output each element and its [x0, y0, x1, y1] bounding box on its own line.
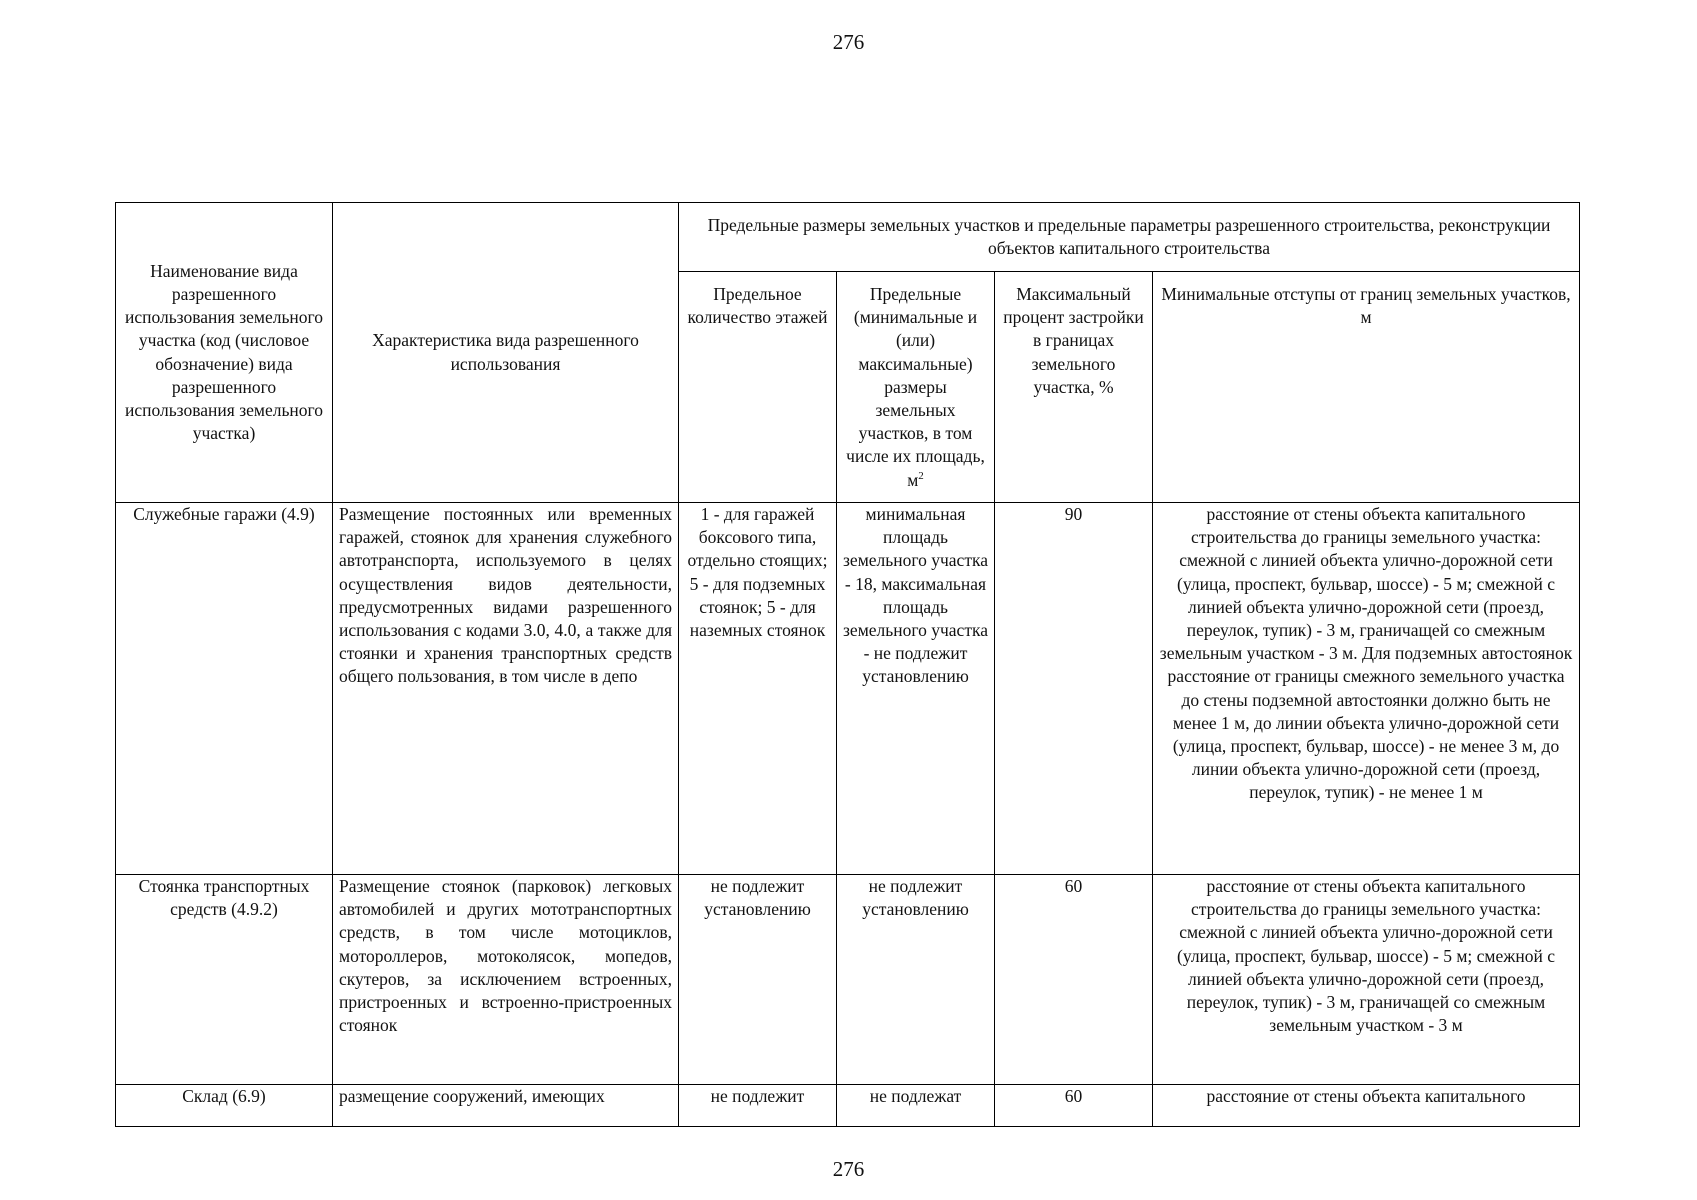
- cell-sizes: не подлежит установлению: [837, 875, 995, 1085]
- cell-characteristic: Размещение стоянок (парковок) легковых автомобилей и других мототранспортных средств, в том числе мотоциклов, мотороллеров, мотоколясок, мопедов, скутеров, за исключением встроенных, пристроенных и встроенно-пристроенных стоянок: [333, 875, 679, 1085]
- cell-setbacks: расстояние от стены объекта капитального: [1153, 1085, 1580, 1127]
- header-sizes-text: Предельные (минимальные и (или) максимальные) размеры земельных участков, в том числе их площадь, м: [846, 284, 985, 490]
- cell-name: Склад (6.9): [116, 1085, 333, 1127]
- header-sizes-sup: 2: [918, 469, 924, 482]
- cell-setbacks: расстояние от стены объекта капитального строительства до границы земельного участка: смежной с линией объекта улично-дорожной сети (улица, проспект, бульвар, шоссе) - 5 м; смежной с линией объекта улично-дорожной сети (проезд, переулок, тупик) - 3 м, граничащей со смежным земельным участком - 3 м: [1153, 875, 1580, 1085]
- table-row: [116, 875, 1580, 1085]
- cell-name: Стоянка транспортных средств (4.9.2): [116, 875, 333, 1085]
- cell-percent: 60: [995, 875, 1153, 1085]
- header-name: Наименование вида разрешенного использования земельного участка (код (числовое обозначение) вида разрешенного использования земельного участка): [116, 203, 333, 503]
- cell-sizes: минимальная площадь земельного участка - 18, максимальная площадь земельного участка - не подлежит установлению: [837, 503, 995, 875]
- cell-floors: не подлежит: [679, 1085, 837, 1127]
- header-percent: Максимальный процент застройки в границах земельного участка, %: [995, 272, 1153, 503]
- cell-percent: 90: [995, 503, 1153, 875]
- cell-floors: 1 - для гаражей боксового типа, отдельно стоящих; 5 - для подземных стоянок; 5 - для наземных стоянок: [679, 503, 837, 875]
- header-sizes: [837, 272, 995, 503]
- table-row: [116, 503, 1580, 875]
- page-number-bottom: 276: [832, 1157, 865, 1181]
- cell-floors: не подлежит установлению: [679, 875, 837, 1085]
- cell-characteristic: размещение сооружений, имеющих: [333, 1085, 679, 1127]
- table-row: [116, 1085, 1580, 1127]
- cell-sizes: не подлежат: [837, 1085, 995, 1127]
- cell-percent: 60: [995, 1085, 1153, 1127]
- cell-characteristic: Размещение постоянных или временных гаражей, стоянок для хранения служебного автотранспорта, используемого в целях осуществления видов деятельности, предусмотренных видами разрешенного использования с кодами 3.0, 4.0, а также для стоянки и хранения транспортных средств общего пользования, в том числе в депо: [333, 503, 679, 875]
- cell-setbacks: расстояние от стены объекта капитального строительства до границы земельного участка: смежной с линией объекта улично-дорожной сети (улица, проспект, бульвар, шоссе) - 5 м; смежной с линией объекта улично-дорожной сети (проезд, переулок, тупик) - 3 м, граничащей со смежным земельным участком - 3 м. Для подземных автостоянок расстояние от границы смежного земельного участка до стены подземной автостоянки должно быть не менее 1 м, до линии объекта улично-дорожной сети (улица, проспект, бульвар, шоссе) - не менее 3 м, до линии объекта улично-дорожной сети (проезд, переулок, тупик) - не менее 1 м: [1153, 503, 1580, 875]
- header-characteristic: Характеристика вида разрешенного использования: [333, 203, 679, 503]
- land-use-table: [115, 202, 1580, 1127]
- header-row-top: [116, 203, 1580, 272]
- header-setbacks: Минимальные отступы от границ земельных участков, м: [1153, 272, 1580, 503]
- cell-name: Служебные гаражи (4.9): [116, 503, 333, 875]
- header-floors: Предельное количество этажей: [679, 272, 837, 503]
- page-number-top: 276: [832, 30, 865, 54]
- header-group-title: Предельные размеры земельных участков и предельные параметры разрешенного строительства, реконструкции объектов капитального строительства: [679, 203, 1580, 272]
